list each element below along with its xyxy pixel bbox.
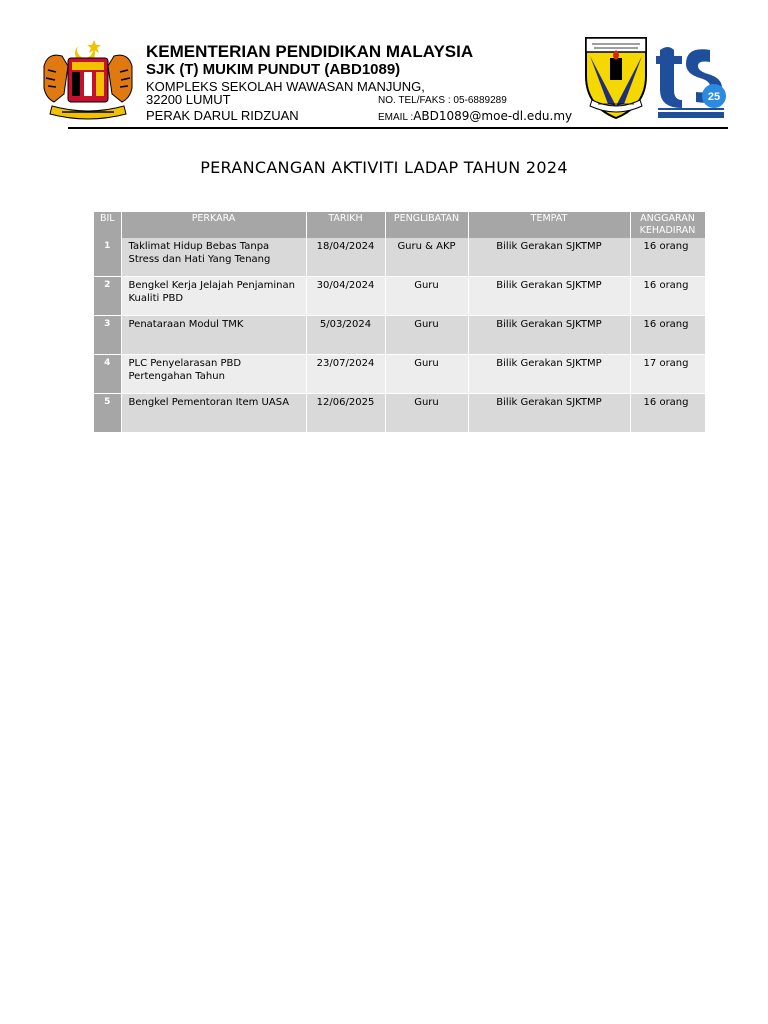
address-line-3: PERAK DARUL RIDZUAN bbox=[146, 108, 299, 123]
column-header-penglibatan: PENGLIBATAN bbox=[385, 212, 468, 238]
address-line-1: KOMPLEKS SEKOLAH WAWASAN MANJUNG, bbox=[146, 79, 425, 94]
cell-kehadiran: 16 orang bbox=[630, 238, 705, 277]
address-line-2: 32200 LUMUT bbox=[146, 92, 231, 107]
table-row bbox=[94, 355, 705, 394]
column-header-perkara: PERKARA bbox=[121, 212, 306, 238]
cell-penglibatan: Guru bbox=[385, 394, 468, 433]
table-row bbox=[94, 238, 705, 277]
cell-tempat: Bilik Gerakan SJKTMP bbox=[468, 394, 630, 433]
cell-tempat: Bilik Gerakan SJKTMP bbox=[468, 355, 630, 394]
email-label: EMAIL : bbox=[378, 112, 414, 123]
activity-table bbox=[94, 212, 706, 433]
column-header-kehadiran: ANGGARAN KEHADIRAN bbox=[630, 212, 705, 238]
cell-tarikh: 12/06/2025 bbox=[306, 394, 385, 433]
cell-tempat: Bilik Gerakan SJKTMP bbox=[468, 316, 630, 355]
cell-tempat: Bilik Gerakan SJKTMP bbox=[468, 277, 630, 316]
cell-kehadiran: 16 orang bbox=[630, 316, 705, 355]
cell-tarikh: 23/07/2024 bbox=[306, 355, 385, 394]
cell-perkara: Taklimat Hidup Bebas Tanpa Stress dan Hati Yang Tenang bbox=[121, 238, 306, 277]
cell-tempat: Bilik Gerakan SJKTMP bbox=[468, 238, 630, 277]
email-line bbox=[378, 109, 572, 123]
cell-penglibatan: Guru bbox=[385, 355, 468, 394]
ts25-logo-text: 25 bbox=[707, 91, 721, 103]
cell-bil: 3 bbox=[94, 316, 121, 355]
cell-kehadiran: 16 orang bbox=[630, 394, 705, 433]
cell-perkara: Bengkel Pementoran Item UASA bbox=[121, 394, 306, 433]
column-header-tempat: TEMPAT bbox=[468, 212, 630, 238]
cell-bil: 4 bbox=[94, 355, 121, 394]
table-header-row bbox=[94, 212, 705, 238]
ts25-logo-icon bbox=[656, 42, 728, 120]
cell-penglibatan: Guru bbox=[385, 277, 468, 316]
school-name: SJK (T) MUKIM PUNDUT (ABD1089) bbox=[146, 61, 401, 78]
cell-penglibatan: Guru & AKP bbox=[385, 238, 468, 277]
malaysia-coat-of-arms-icon bbox=[38, 36, 138, 122]
school-crest-icon bbox=[580, 30, 652, 122]
cell-bil: 5 bbox=[94, 394, 121, 433]
cell-tarikh: 30/04/2024 bbox=[306, 277, 385, 316]
email-address[interactable]: ABD1089@moe-dl.edu.my bbox=[413, 109, 573, 123]
table-row bbox=[94, 394, 705, 433]
table-row bbox=[94, 316, 705, 355]
table-row bbox=[94, 277, 705, 316]
cell-perkara: Bengkel Kerja Jelajah Penjaminan Kualiti PBD bbox=[121, 277, 306, 316]
cell-tarikh: 18/04/2024 bbox=[306, 238, 385, 277]
column-header-tarikh: TARIKH bbox=[306, 212, 385, 238]
page-title: PERANCANGAN AKTIVITI LADAP TAHUN 2024 bbox=[200, 158, 568, 177]
cell-penglibatan: Guru bbox=[385, 316, 468, 355]
header-divider bbox=[68, 127, 728, 129]
cell-kehadiran: 17 orang bbox=[630, 355, 705, 394]
cell-perkara: PLC Penyelarasan PBD Pertengahan Tahun bbox=[121, 355, 306, 394]
column-header-bil: BIL bbox=[94, 212, 121, 238]
cell-kehadiran: 16 orang bbox=[630, 277, 705, 316]
cell-bil: 1 bbox=[94, 238, 121, 277]
cell-bil: 2 bbox=[94, 277, 121, 316]
cell-tarikh: 5/03/2024 bbox=[306, 316, 385, 355]
ministry-name: KEMENTERIAN PENDIDIKAN MALAYSIA bbox=[146, 42, 474, 61]
tel-fax: NO. TEL/FAKS : 05-6889289 bbox=[378, 95, 507, 106]
cell-perkara: Penataraan Modul TMK bbox=[121, 316, 306, 355]
